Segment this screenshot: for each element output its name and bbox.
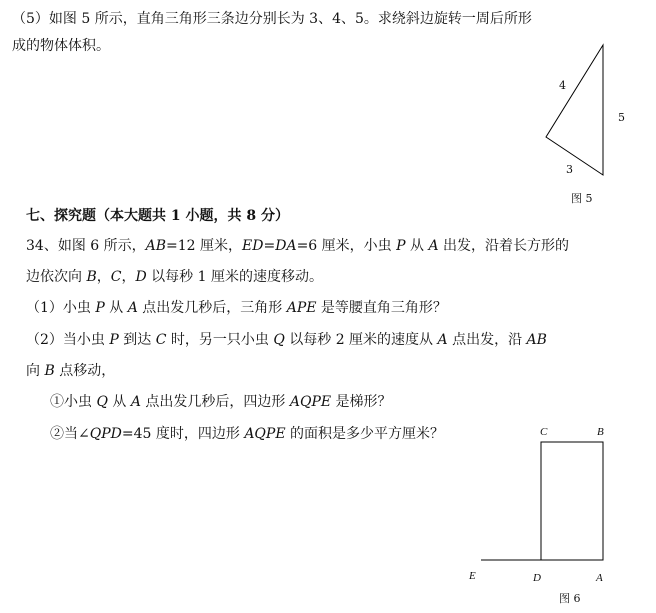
q5-line-1: （5）如图 5 所示，直角三角形三条边分别长为 3、4、5。求绕斜边旋转一周后所形 — [12, 11, 532, 27]
q34-part-2: （2）当小虫 P 到达 C 时，另一只小虫 Q 以每秒 2 厘米的速度从 A 点出发，沿 AB — [26, 332, 547, 348]
q34-part-1: （1）小虫 P 从 A 点出发几秒后，三角形 APE 是等腰直角三角形？ — [26, 300, 447, 316]
section-7-heading: 七、探究题（本大题共 1 小题，共 8 分） — [26, 208, 289, 224]
fig5-caption: 图 5 — [571, 192, 593, 205]
q34-subq-1: ①小虫 Q 从 A 点出发几秒后，四边形 AQPE 是梯形？ — [50, 394, 392, 410]
fig5-side-5-label: 5 — [618, 111, 625, 124]
q34-line-2: 边依次向 B，C，D 以每秒 1 厘米的速度移动。 — [26, 269, 323, 285]
fig6-label-e: E — [469, 570, 476, 582]
fig5-side-4-label: 4 — [559, 79, 566, 92]
rectangle-abcd — [541, 442, 603, 560]
q5-line-2: 成的物体体积。 — [12, 38, 110, 54]
fig6-caption: 图 6 — [559, 592, 581, 605]
fig6-label-a: A — [596, 572, 603, 584]
fig6-label-b: B — [597, 426, 604, 438]
right-triangle-shape — [546, 45, 603, 175]
fig6-label-d: D — [533, 572, 541, 584]
q34-line-1: 34、如图 6 所示，AB=12 厘米，ED=DA=6 厘米，小虫 P 从 A 出发，沿着长方形的 — [26, 238, 570, 254]
q34-subq-2: ②当∠QPD=45 度时，四边形 AQPE 的面积是多少平方厘米？ — [50, 426, 444, 442]
fig6-label-c: C — [540, 426, 548, 438]
fig5-side-3-label: 3 — [566, 163, 573, 176]
q34-part-2-cont: 向 B 点移动， — [26, 363, 116, 379]
